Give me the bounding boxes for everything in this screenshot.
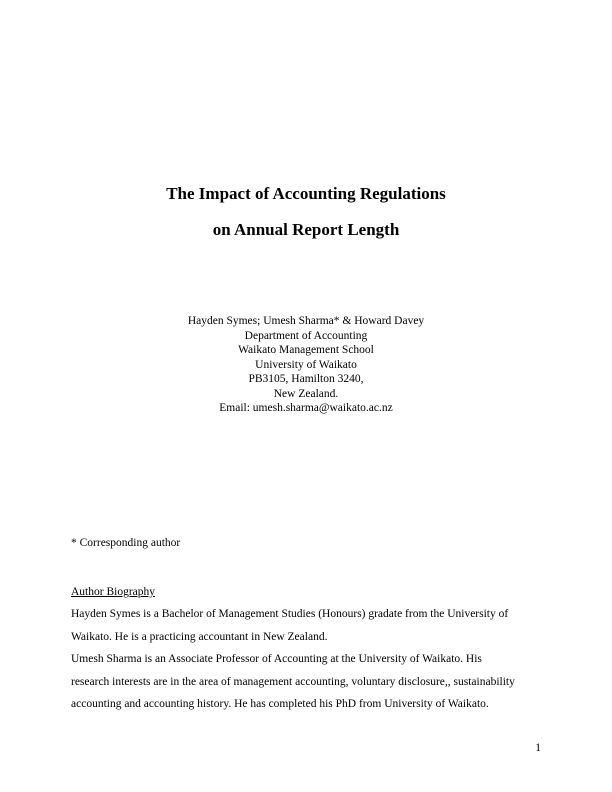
biography-text [71, 603, 551, 716]
author-names: Hayden Symes; Umesh Sharma* & Howard Davey [187, 315, 425, 327]
paper-title-line-1: The Impact of Accounting Regulations [166, 184, 446, 203]
biography-line: Hayden Symes is a Bachelor of Management Studies (Honours) gradate from the University of [71, 608, 509, 620]
biography-line: accounting and accounting history. He has completed his PhD from University of Waikato. [71, 698, 489, 710]
contact-email: Email: umesh.sharma@waikato.ac.nz [219, 402, 393, 414]
department-name: Department of Accounting [244, 329, 368, 342]
postal-address: PB3105, Hamilton 3240, [248, 373, 364, 385]
corresponding-author-note: * Corresponding author [71, 537, 181, 549]
university-name: University of Waikato [255, 358, 357, 371]
biography-line: Waikato. He is a practicing accountant in New Zealand. [71, 630, 328, 643]
biography-heading: Author Biography [71, 586, 156, 598]
paper-title-line-2: on Annual Report Length [212, 220, 400, 239]
biography-line: research interests are in the area of management accounting, voluntary disclosure,, sustainability [71, 675, 515, 688]
page-number: 1 [535, 742, 541, 754]
biography-line: Umesh Sharma is an Associate Professor of Accounting at the University of Waikato. His [71, 653, 482, 665]
author-address-block [0, 314, 612, 416]
country: New Zealand. [273, 387, 339, 400]
school-name: Waikato Management School [238, 344, 374, 356]
